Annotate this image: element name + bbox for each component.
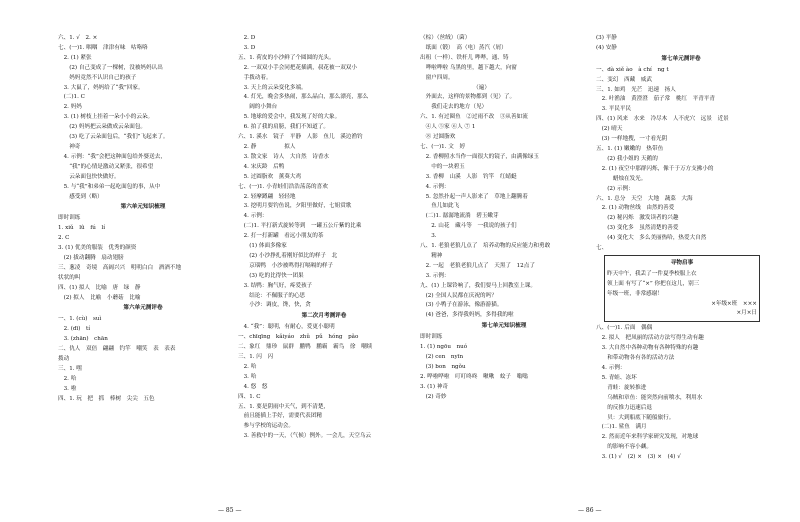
answer-line: 神奇 xyxy=(58,143,81,150)
answer-line: 纸面（锻） 高（电）蒸汽（屑） xyxy=(420,44,507,51)
answer-line: 参与学校的运动会。 xyxy=(238,423,294,430)
left-column-2 xyxy=(238,34,410,442)
answer-line: 2. 叶渔油 黄澄澄 茄子常 桃红 平青平青 xyxy=(596,96,715,103)
answer-line: 四、(1) 风来 水来 冷尽木 人不虎穴 远景 近景 xyxy=(596,116,729,123)
answer-line: 青蛙：旋转推进 xyxy=(596,384,647,391)
answer-line: 感受到（略） xyxy=(58,193,103,200)
answer-line: 结论：不佩服子的心思 xyxy=(238,292,306,299)
answer-line: 六、1. 溪水 镜子 平静 人影 鱼儿 溪边渔钓 xyxy=(238,134,363,141)
answer-line: 五、1. 要是阴雨中天气，到不清楚， xyxy=(238,403,330,410)
answer-line: 六、1. √ 2. × xyxy=(58,35,98,41)
answer-line: 3. 结鸭：胸气好，疼爱孩子 xyxy=(238,282,313,289)
answer-line: 和带动物各有各的活动方法 xyxy=(596,355,675,362)
answer-line: 2. 打一打新罐 看远小朋友的茶 xyxy=(238,233,324,240)
answer-line: 2. (1) 紧张 xyxy=(58,54,92,61)
lost-item-notice xyxy=(604,255,760,322)
section-heading: 第七单元知识梳理 xyxy=(481,323,527,330)
answer-line: 窗户四周。 xyxy=(420,74,454,81)
answer-line: 七、 xyxy=(596,245,608,252)
answer-line: 3. 香柳 山溪 人影 钓竿 红蜻蜓 xyxy=(420,173,517,180)
answer-line: (2) 拔动翻腾 扇动翅膀 xyxy=(58,254,124,261)
answer-line: 京瑙鸭 小沙被鸣得打嗝嗝的样子 xyxy=(238,262,334,269)
answer-line: 五、1. 荷皮的小沙鲜了个圆圆的光头。 xyxy=(238,54,335,61)
answer-line: 中的一块碧玉 xyxy=(420,163,465,170)
answer-line: 三、1. 闪 闪 xyxy=(238,354,274,360)
notice-line: 昨天中午，我丢了一件夏季校服上衣 xyxy=(607,270,697,277)
answer-line: 三、葱凌 奇境 高阔兴兴 明明白白 酒酒不地 xyxy=(58,264,182,271)
answer-line: 4. 悠 悠 xyxy=(238,383,268,390)
answer-line: 4. 宋庆龄 后鸭 xyxy=(238,163,285,170)
answer-line: 5. 与“我”和弟弟一起吃面包的事，从中 xyxy=(58,183,161,190)
section-heading: 第七单元测评卷 xyxy=(661,55,701,62)
answer-line: 贝：大到船底下随船旅行。 xyxy=(596,414,675,421)
answer-line: 鱼儿如此飞 xyxy=(420,203,460,210)
answer-line: 七、(一)1. 小青蛙们浩浩荡荡的喜欢 xyxy=(238,183,328,190)
answer-line: 拨动 xyxy=(58,356,70,362)
answer-line: 外面去，这样的景物都到（见）了。 xyxy=(420,94,516,101)
answer-line: 一、1. (cù) suì xyxy=(58,316,102,323)
answer-line: (4) 安静 xyxy=(596,44,617,51)
answer-line: 前且能插上手好，需要代表团精 xyxy=(238,413,322,420)
answer-line: (3) 吃了云朵面包后，“我们”飞起来了。 xyxy=(58,134,169,141)
answer-line: 3. (zhān) chān xyxy=(58,336,108,343)
answer-line: 的反推力迅速后退 xyxy=(596,404,652,411)
notice-line: 领上面 有写了“×” 你把在这儿，别三 xyxy=(607,280,700,287)
answer-line: 4. 示例： xyxy=(596,365,626,371)
answer-line: 出租（一样）、铁杆儿 哔哔，通、铸 xyxy=(420,54,509,61)
answer-line: 七、(一)1. 咽咽 津津有味 咕咯咯 xyxy=(58,44,148,51)
answer-line: 乌贼和章鱼：能突然向前喷水，利用水 xyxy=(596,394,703,401)
answer-line: 四、1. 玩 把 抓 棒树 尖尖 五色 xyxy=(58,395,155,402)
answer-line: (2) 妈妈把云朵做成云朵面包。 xyxy=(58,124,147,131)
answer-line: 2. 然而近年来科学家研究发现，对地球 xyxy=(596,434,699,441)
answer-line: (2) 全国人民都在庆祝的吗？ xyxy=(420,292,497,299)
answer-line: 3. 大自然中各种动物有各种特殊的有趣 xyxy=(596,345,699,352)
answer-line: 2. (1) 动物丝线 由然的善爱 xyxy=(596,205,675,212)
answer-line: 哗啦哗啦 乌黑的里，越下越大，向窗 xyxy=(420,64,517,71)
page-number-left: — 85 — xyxy=(218,507,242,514)
answer-line: 3. 哈 xyxy=(238,373,257,380)
notice-title: 寻物启事 xyxy=(670,259,694,266)
answer-line: (二)1. C xyxy=(58,94,85,101)
section-heading: 第六单元测评卷 xyxy=(123,305,163,312)
answer-line: (2) 小沙挣扎着刚好似比的样子 北 xyxy=(238,252,338,259)
left-column-1 xyxy=(58,34,228,405)
notice-date: ×月×日 xyxy=(736,310,757,317)
answer-line: 小沙：调皮，馋，快，贪 xyxy=(238,302,311,309)
answer-line: 的影响不容小觑。 xyxy=(596,444,652,451)
answer-line: 3. (1) 神奇 xyxy=(420,383,449,390)
answer-line: 3. D xyxy=(238,44,256,51)
answer-line: 2. 哗啦哗啦 叮叮咚咚 啾啾 蚊子 嗡嗡 xyxy=(420,373,528,380)
answer-line: 蜡烛在发光。 xyxy=(596,175,647,182)
answer-line: 一、dà xiě ào à chí ng t xyxy=(596,66,669,73)
answer-line: 四、(1) 拟人 比喻 唐 绿 静 xyxy=(58,284,141,291)
answer-line: 妈妈竟然不认识自己的孩子 xyxy=(58,74,137,81)
answer-line: 5. 地球的爱会中，我发现了好的大象。 xyxy=(238,114,341,121)
answer-line: 4. 示例： xyxy=(238,213,268,220)
answer-line: （棕）（丝绒）（菌） xyxy=(420,35,471,41)
answer-line: 五、1. (1) 嫩嫩的 热带鱼 xyxy=(596,145,664,152)
answer-line: 阔的小舞台 xyxy=(238,104,278,111)
answer-line: (2) 自己变成了一棵树，没被妈妈认出 xyxy=(58,64,163,71)
answer-line: (2) 我小姐的 天鹅的 xyxy=(596,155,658,162)
answer-line: 3. 平民平民 xyxy=(596,106,632,113)
right-column-2 xyxy=(596,34,766,463)
answer-line: (二)1. 潺潺地流淌 碧玉嫩芽 xyxy=(420,213,499,220)
answer-line: (3) 吃的比得快一团果 xyxy=(238,272,304,279)
answer-line: 手拨动着。 xyxy=(238,74,272,81)
answer-line: 2. 山花 藏斗等 一我说的孩子们 xyxy=(420,223,517,230)
answer-line: (二)1. 鲨鱼 满月 xyxy=(596,424,647,431)
answer-line: 2. 香柳照水当作一面很大的镜子，由满像绿玉 xyxy=(420,153,539,160)
answer-line: 七、(一)1. 文 婷 xyxy=(420,143,466,150)
answer-line: 八、(一)1. 后面 偶偶 xyxy=(596,325,653,332)
page-number-right: — 86 — xyxy=(578,507,602,514)
answer-line: 一、chīqīng kǎiyáo zhǔ pǔ hóng pǎo xyxy=(238,334,359,341)
answer-line: 2. 妈妈 xyxy=(58,104,82,111)
answer-line: 六、1. 有过圈鱼 ②过雨不改 ③从善如流 xyxy=(420,114,528,121)
answer-line: 九、(1) 上课铃响了，我们要马上回教室上课。 xyxy=(420,282,536,289)
answer-line: 六、1. 总分 天空 大地 蔬菜 大海 xyxy=(596,195,693,202)
answer-line: 2. D xyxy=(238,35,256,41)
answer-line: 3. 天上的云朵变化多端。 xyxy=(238,84,307,91)
answer-line: “我”的心情是激动又紧张，很希望 xyxy=(58,163,154,170)
answer-line: 3. 示例： xyxy=(420,272,450,279)
answer-line: 2. 轻摩蹲翩 轻轻地 xyxy=(238,193,296,200)
answer-line: (2) 秘闪烁 激发读者的兴趣 xyxy=(596,215,679,222)
answer-line: (3) 一样地搜，一寸看光阴 xyxy=(596,136,668,143)
answer-line: 2. C xyxy=(58,235,70,242)
notice-line: 年级一班，非常感谢！ xyxy=(607,290,663,297)
answer-line: 1. xiǔ lǜ fú lí xyxy=(58,225,106,232)
answer-line: 3. 啦 xyxy=(58,385,77,392)
answer-line: 5. 青蛙、冻坏 xyxy=(596,374,637,381)
answer-line: 精神 xyxy=(420,252,443,259)
answer-line: 三、1. 嘿 xyxy=(58,365,82,372)
answer-line: 4. “我”：聪明，有耐心，爱更小聪明 xyxy=(238,324,335,331)
notice-signature: ×年级×班 ××× xyxy=(711,300,757,307)
answer-line: 八、1. 老狼老狼几点了 培养动物的反应能力和勇敢 xyxy=(420,243,551,250)
answer-line: (2) 奇妙 xyxy=(420,393,447,400)
answer-line: 状状的叫 xyxy=(58,274,81,281)
answer-line: 3. (1) 树枝上挂着一朵小小的云朵。 xyxy=(58,114,154,121)
answer-line: （遍） xyxy=(420,84,490,91)
answer-line: (2) 示例： xyxy=(596,185,634,192)
answer-line: 云朵面包快快做好。 xyxy=(58,173,120,180)
answer-line: (4) 爸爸，多得我妈妈，多得我的啦 xyxy=(420,312,514,319)
answer-line: 2. 一双双小手会同把花插满，叔花被一双双小 xyxy=(238,64,357,71)
answer-line: (1) 体面多像家 xyxy=(238,243,287,250)
section-heading: 第二次月考测评卷 xyxy=(301,313,347,320)
answer-line: 4. 示例： xyxy=(420,183,450,190)
section-heading: 第六单元知识梳理 xyxy=(120,204,166,211)
answer-line: 5. 过圆脂欢 薰葵大鸡 xyxy=(238,173,302,180)
answer-line: (二)1. 平打新式旋转等到 一罐五公斤紫的比乘 xyxy=(238,223,362,230)
answer-line: 2. 静 拟人 xyxy=(238,143,296,150)
answer-line: 我们走去的地方（见） xyxy=(420,104,488,111)
answer-line: 4. 示例：“我”会把这种面包给外婆送去， xyxy=(58,153,166,160)
answer-line: 2. 哈 xyxy=(58,375,77,382)
answer-line: 2. (1) 夜空中那群闪烁，像千于万方支拂小的 xyxy=(596,165,714,172)
answer-line: 3. 大鼠了，妈妈给了“我”回家。 xyxy=(58,84,144,91)
answer-line: 3. xyxy=(420,233,437,240)
answer-line: (3) 变化多 虽然清楚的善爱 xyxy=(596,225,679,232)
answer-line: 4. 灯光，晚会多热闹，那么晶白，那么漂亮，那么 xyxy=(238,94,369,101)
answer-line: 3. (1) 优美的服装 优秀的颜资 xyxy=(58,245,137,252)
answer-line: ⑧ 过圆脂欢 xyxy=(420,134,456,141)
answer-line: 5. 忽然扑起一声人影来了 草地上翻腾着 xyxy=(420,193,528,200)
answer-line: (2) 拟人 比喻 小蘑菇 比喻 xyxy=(58,294,141,301)
answer-line: 二、仇人 双倍 翩翩 钓竿 嘲笑 表 表表 xyxy=(58,346,176,353)
answer-line: 3. 散文家 诗人 大自然 诗香水 xyxy=(238,153,330,160)
answer-line: 四、1. C xyxy=(238,393,261,400)
answer-line: (3) bon ngǒu xyxy=(420,363,466,370)
answer-line: (2) 晴天 xyxy=(596,126,651,133)
answer-line: 二、变幻 西藏 威武 xyxy=(596,76,652,83)
answer-line: (3) 平静 xyxy=(596,35,617,41)
answer-line: 2. 一起 老狼老狼几点了 天黑了 12点了 xyxy=(420,262,535,269)
answer-line: 即时训练 xyxy=(58,215,81,222)
answer-line: (3) 小鸭子在游泳，像游游猫。 xyxy=(420,302,503,309)
answer-line: 二、象红 鼎珍 鼠群 鹏鸭 鹏霸 霸鸟 徐 嘲续 xyxy=(238,344,373,351)
answer-line: 3. (1) √ (2) × (3) × (4) √ xyxy=(596,454,681,461)
answer-line: 即时训练 xyxy=(420,334,443,341)
answer-line: (2) cen nyīn xyxy=(420,354,464,360)
answer-line: 3. 善救中的一天，（气候）例外。一会儿，天空乌云 xyxy=(238,433,371,440)
answer-line: 3. 挖明月要钓鱼说，夕阳里做好，七姐赏歌 xyxy=(238,203,352,210)
answer-line: (4) 变化大 多么美丽热哈，热爱大自然 xyxy=(596,235,707,242)
answer-line: 三、1. 如鸡 光芒 迅速 扬人 xyxy=(596,86,676,93)
answer-line: 6. 拍了我的肩膀，我们不知道了。 xyxy=(238,124,330,131)
answer-line: ④人 ⑤家 ⑥人 ⑦ 1 xyxy=(420,124,476,131)
right-column-1 xyxy=(420,34,588,403)
answer-line: 2. 拟人 把凤丽的活动方法写得生动有趣 xyxy=(596,335,704,342)
answer-line: 1. (1) ngōu nuó xyxy=(420,344,468,351)
answer-line: 2. (dī) tí xyxy=(58,326,91,333)
answer-line: 2. 哈 xyxy=(238,363,257,370)
